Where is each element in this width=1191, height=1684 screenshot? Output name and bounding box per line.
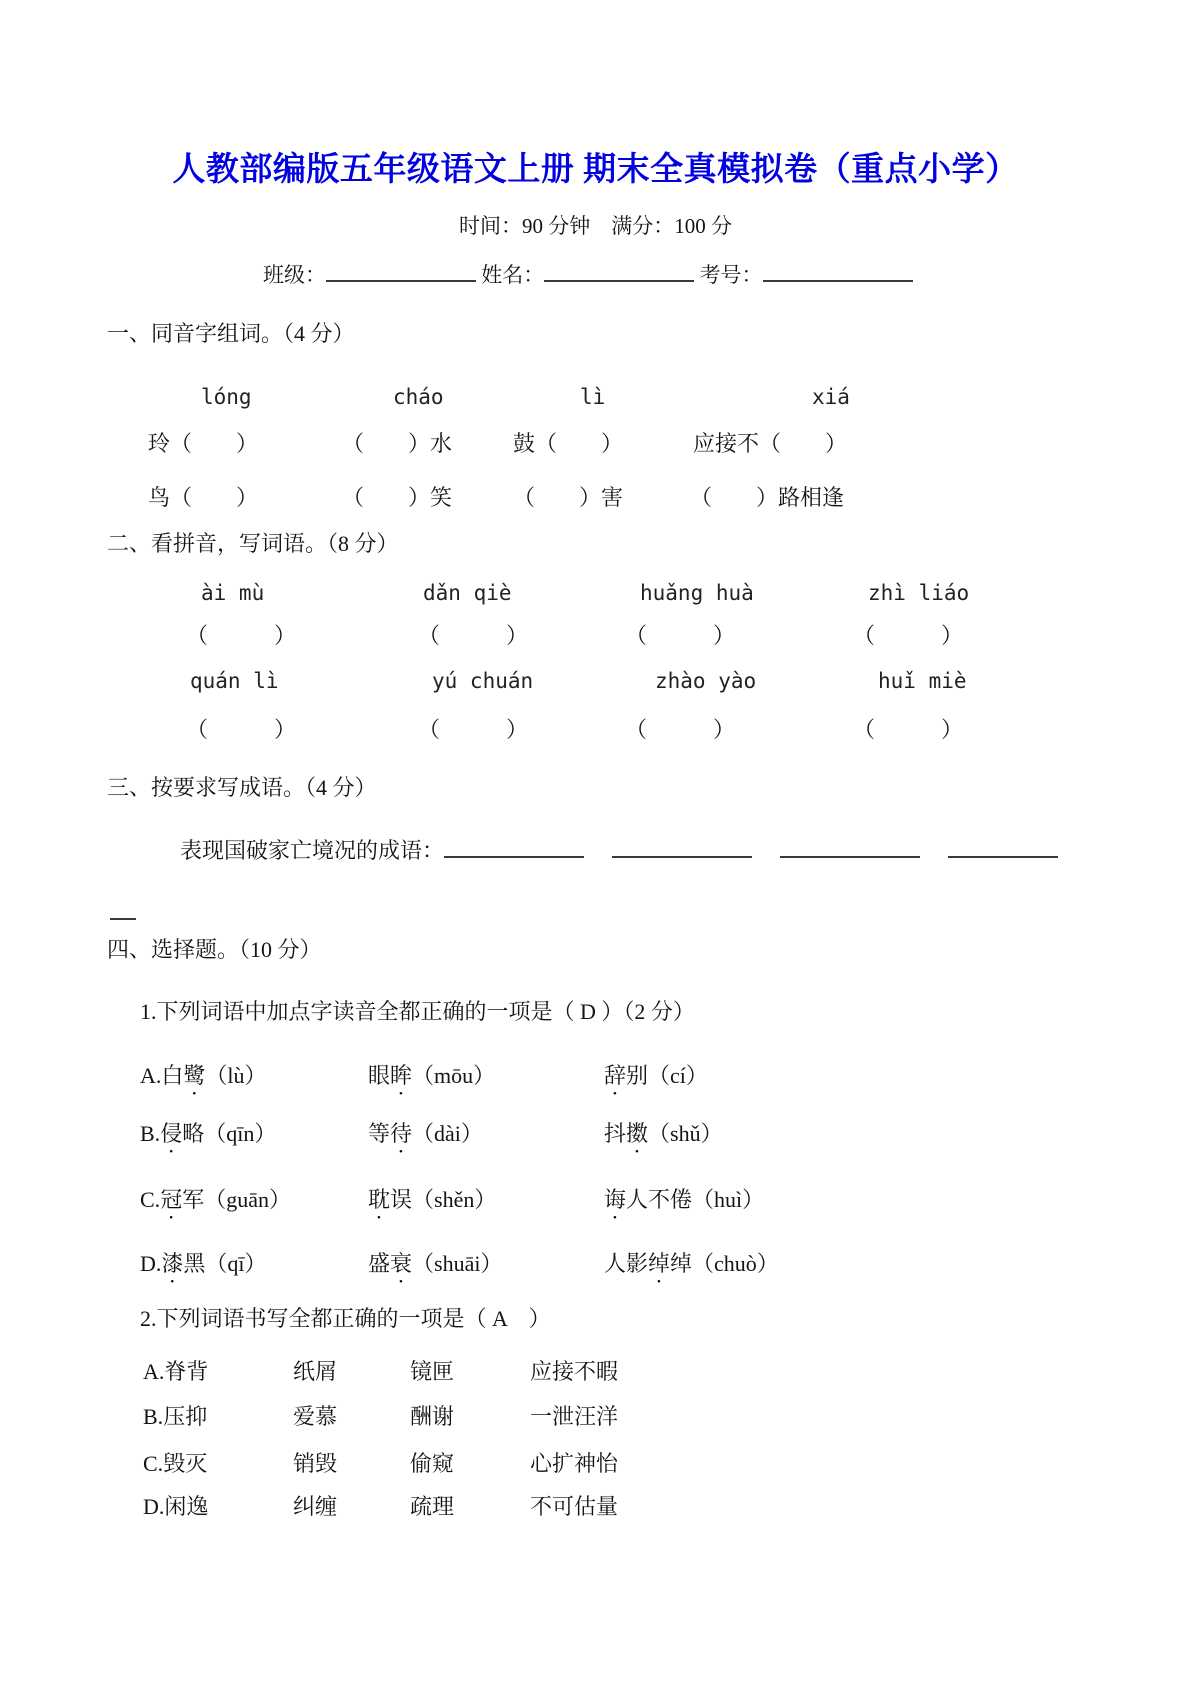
student-info-line — [263, 258, 913, 288]
option-word — [143, 1450, 207, 1478]
option-word — [368, 1120, 483, 1158]
fill-blank-word: 玲（ ） — [148, 431, 259, 456]
idiom-blank-line — [612, 834, 752, 858]
option-word: 镜匣 — [410, 1359, 455, 1384]
option-word: 不可估量 — [530, 1494, 619, 1519]
answer-bracket: （ ） — [186, 717, 297, 742]
option-word — [143, 1493, 208, 1521]
word-text: 等 — [368, 1121, 391, 1146]
word-text: 闲逸 — [164, 1494, 209, 1519]
word-text: （lù） — [205, 1063, 267, 1088]
word-text: （shuāi） — [412, 1251, 503, 1276]
answer-bracket: （ ） — [186, 623, 297, 648]
fill-blank-word: 鼓（ ） — [513, 431, 624, 456]
dotted-char: 漆 — [161, 1251, 184, 1276]
dotted-char: 耽 — [368, 1187, 391, 1212]
section1-heading: 一、同音字组词。（4 分） — [107, 321, 355, 346]
section4-heading: 四、选择题。（10 分） — [107, 937, 322, 962]
option-label: B. — [143, 1404, 164, 1429]
option-label: A. — [140, 1063, 162, 1088]
dotted-char: 冠 — [160, 1187, 183, 1212]
word-text: 军（guān） — [182, 1187, 291, 1212]
pinyin-word: huǐ miè — [878, 669, 967, 693]
option-word — [143, 1403, 207, 1431]
question1-stem: 1.下列词语中加点字读音全都正确的一项是（ D ）（2 分） — [140, 999, 695, 1024]
option-word: 爱慕 — [293, 1404, 338, 1429]
option-word: 疏理 — [410, 1494, 455, 1519]
pinyin-word: huǎng huà — [640, 581, 754, 605]
option-word — [140, 1186, 291, 1224]
answer-bracket: （ ） — [418, 623, 529, 648]
option-label: A. — [143, 1359, 165, 1384]
dotted-char: 待 — [390, 1121, 413, 1146]
option-word: 应接不暇 — [530, 1359, 619, 1384]
exam-no-label: 考号： — [699, 263, 763, 287]
pinyin-syllable: xiá — [812, 385, 850, 409]
option-word: 一泄汪洋 — [530, 1404, 619, 1429]
option-word — [604, 1062, 708, 1100]
fill-blank-word: （ ）害 — [513, 485, 624, 510]
word-text: 压抑 — [163, 1404, 208, 1429]
option-word — [604, 1120, 723, 1158]
word-text: 略（qīn） — [182, 1121, 277, 1146]
pinyin-word: yú chuán — [432, 669, 534, 693]
pinyin-syllable: lì — [580, 385, 606, 409]
word-text: （shǔ） — [648, 1121, 723, 1146]
option-word — [140, 1062, 267, 1100]
dotted-char: 绰 — [648, 1251, 671, 1276]
word-text: 绰（chuò） — [670, 1251, 779, 1276]
word-text: 黑（qī） — [183, 1251, 267, 1276]
option-word — [368, 1062, 495, 1100]
word-text: 人影 — [604, 1251, 649, 1276]
option-label: C. — [143, 1451, 164, 1476]
idiom-blank-line — [444, 834, 584, 858]
fill-blank-word: （ ）笑 — [342, 485, 453, 510]
time-score-line: 时间：90 分钟 满分：100 分 — [459, 214, 732, 238]
option-word: 纠缠 — [293, 1494, 338, 1519]
option-word: 销毁 — [293, 1451, 338, 1476]
pinyin-word: zhào yào — [655, 669, 757, 693]
option-label: D. — [140, 1251, 162, 1276]
pinyin-word: zhì liáo — [868, 581, 970, 605]
idiom-prompt: 表现国破家亡境况的成语： — [180, 838, 445, 863]
answer-bracket: （ ） — [418, 717, 529, 742]
word-text: 误（shěn） — [390, 1187, 497, 1212]
dotted-char: 鹭 — [183, 1063, 206, 1088]
class-blank-line — [326, 258, 476, 282]
pinyin-word: ài mù — [201, 581, 265, 605]
answer-bracket: （ ） — [625, 717, 736, 742]
section3-continuation-line — [110, 896, 136, 927]
question2-stem: 2.下列词语书写全都正确的一项是（ A ） — [140, 1306, 551, 1331]
option-label: B. — [140, 1121, 161, 1146]
answer-bracket: （ ） — [625, 623, 736, 648]
word-text: （mōu） — [412, 1063, 496, 1088]
section2-heading: 二、看拼音，写词语。（8 分） — [107, 531, 399, 556]
name-blank-line — [544, 258, 694, 282]
option-label: C. — [140, 1187, 161, 1212]
word-text: （dài） — [412, 1121, 483, 1146]
word-text: 人不倦（huì） — [626, 1187, 765, 1212]
word-text: 毁灭 — [163, 1451, 208, 1476]
word-text: 别（cí） — [626, 1063, 708, 1088]
word-text: 白 — [161, 1063, 184, 1088]
section3-heading: 三、按要求写成语。（4 分） — [107, 775, 377, 800]
option-word — [368, 1186, 496, 1224]
answer-bracket: （ ） — [853, 717, 964, 742]
section3-idiom-line — [180, 834, 1058, 865]
fill-blank-word: （ ）路相逢 — [690, 485, 845, 510]
fill-blank-word: （ ）水 — [342, 431, 453, 456]
word-text: 眼 — [368, 1063, 391, 1088]
option-word — [143, 1358, 208, 1386]
option-word: 纸屑 — [293, 1359, 338, 1384]
fill-blank-word: 应接不（ ） — [693, 431, 848, 456]
pinyin-word: dǎn qiè — [423, 581, 512, 605]
idiom-blank-line — [780, 834, 920, 858]
option-label: D. — [143, 1494, 165, 1519]
name-label: 姓名： — [481, 263, 545, 287]
option-word: 偷窥 — [410, 1451, 455, 1476]
option-word — [140, 1250, 267, 1288]
page-title: 人教部编版五年级语文上册 期末全真模拟卷（重点小学） — [172, 152, 1019, 188]
idiom-blank-continuation — [110, 896, 136, 920]
idiom-blank-line — [948, 834, 1058, 858]
dotted-char: 眸 — [390, 1063, 413, 1088]
dotted-char: 衰 — [390, 1251, 413, 1276]
class-label: 班级： — [263, 263, 326, 287]
option-word: 酬谢 — [410, 1404, 455, 1429]
dotted-char: 辞 — [604, 1063, 627, 1088]
dotted-char: 擞 — [626, 1121, 649, 1146]
pinyin-syllable: lóng — [201, 385, 252, 409]
word-text: 盛 — [368, 1251, 391, 1276]
pinyin-syllable: cháo — [393, 385, 444, 409]
option-word — [140, 1120, 276, 1158]
exam-no-blank-line — [763, 258, 913, 282]
option-word — [368, 1250, 502, 1288]
option-word — [604, 1186, 764, 1224]
option-word: 心扩神怡 — [530, 1451, 619, 1476]
option-word — [604, 1250, 779, 1288]
fill-blank-word: 鸟（ ） — [148, 485, 259, 510]
word-text: 抖 — [604, 1121, 627, 1146]
dotted-char: 侵 — [160, 1121, 183, 1146]
answer-bracket: （ ） — [853, 623, 964, 648]
dotted-char: 诲 — [604, 1187, 627, 1212]
word-text: 脊背 — [164, 1359, 209, 1384]
pinyin-word: quán lì — [190, 669, 279, 693]
